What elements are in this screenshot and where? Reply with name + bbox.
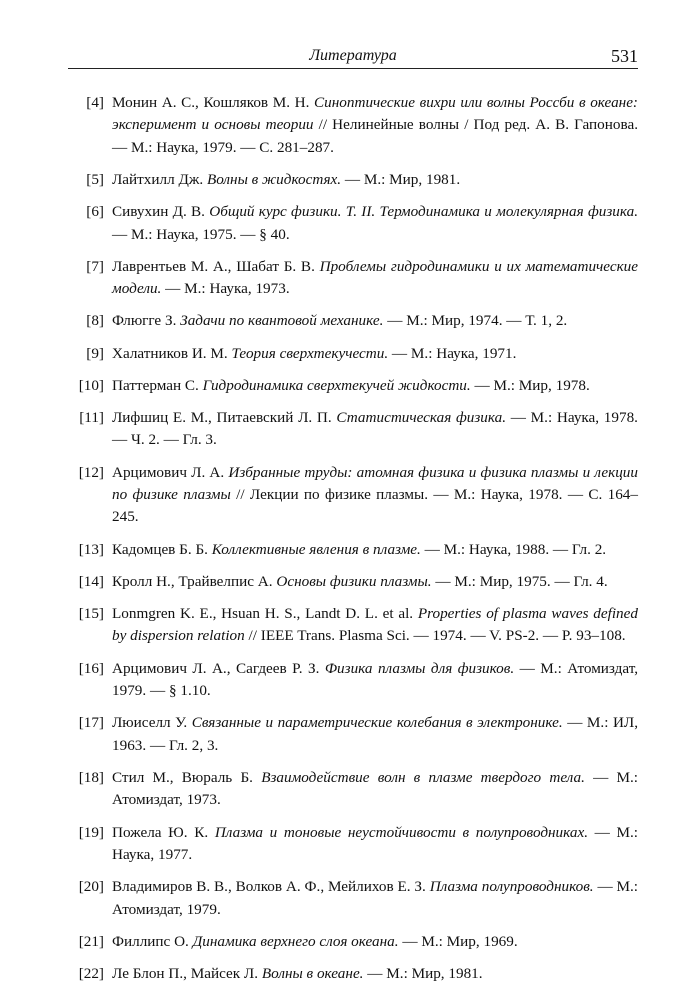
reference-number: [9] (86, 344, 104, 362)
reference-number: [11] (79, 409, 104, 427)
reference-number: [16] (78, 659, 104, 677)
reference-publication: — М.: Наука, 1988. — Гл. 2. (424, 540, 607, 558)
reference-publication: — М.: Атомиздат, 1973. (112, 768, 639, 809)
reference-title: Связанные и параметрические колебания в электронике. (191, 714, 563, 732)
reference-number: [13] (78, 540, 104, 558)
reference-authors: Лайтхилл Дж. (112, 171, 204, 189)
reference-title: Волны в жидкостях. (206, 171, 342, 189)
reference-publication: — М.: Атомиздат, 1979. — § 1.10. (112, 659, 639, 700)
reference-authors: Lonmgren K. E., Hsuan H. S., Landt D. L. et al. (112, 605, 414, 623)
reference-item (76, 767, 638, 812)
reference-title: Теория сверхтекучести. (231, 344, 389, 362)
reference-publication: — М.: Атомиздат, 1979. (112, 878, 639, 918)
reference-publication: — М.: Мир, 1978. (474, 376, 590, 394)
reference-authors: Лаврентьев М. А., Шабат Б. В. (112, 257, 315, 275)
reference-number: [17] (78, 714, 104, 732)
reference-number: [18] (78, 768, 104, 786)
reference-list (76, 92, 638, 995)
reference-title: Плазма полупроводников. (429, 878, 594, 896)
reference-publication: — М.: Мир, 1974. — Т. 1, 2. (387, 312, 568, 330)
reference-title: Гидродинамика сверхтекучей жидкости. (202, 376, 471, 394)
reference-publication: // Лекции по физике плазмы. — М.: Наука, 1978. — С. 164–245. (112, 486, 638, 526)
reference-item (76, 375, 638, 397)
reference-number: [21] (78, 932, 104, 950)
reference-number: [20] (78, 878, 104, 896)
reference-title: Задачи по квантовой механике. (180, 312, 384, 330)
reference-authors: Ле Блон П., Майсек Л. (112, 964, 259, 982)
reference-number: [14] (78, 572, 104, 590)
reference-publication: — М.: ИЛ, 1963. — Гл. 2, 3. (112, 714, 639, 754)
reference-title: Основы физики плазмы. (276, 572, 432, 590)
reference-item (76, 712, 638, 757)
reference-publication: — М.: Наука, 1978. — Ч. 2. — Гл. 3. (112, 409, 638, 449)
reference-authors: Сивухин Д. В. (112, 203, 205, 221)
reference-item (76, 343, 638, 365)
reference-authors: Люиселл У. (112, 714, 188, 732)
reference-authors: Монин А. С., Кошляков М. Н. (112, 94, 310, 111)
reference-item (76, 822, 638, 867)
reference-number: [15] (78, 605, 104, 623)
reference-number: [19] (78, 823, 104, 841)
reference-publication: — М.: Наука, 1973. (165, 280, 290, 298)
reference-title: Коллективные явления в плазме. (211, 540, 421, 558)
reference-authors: Лифшиц Е. М., Питаевский Л. П. (112, 409, 332, 427)
reference-item (76, 201, 638, 246)
reference-title: Плазма и тоновые неустойчивости в полупроводниках. (214, 823, 588, 841)
reference-title: Проблемы гидродинамики и их математические модели. (112, 257, 639, 298)
running-header-title: Литература (309, 47, 397, 64)
reference-authors: Пожела Ю. К. (112, 823, 209, 841)
reference-publication: — М.: Мир, 1981. (367, 964, 483, 982)
reference-publication: // Нелинейные волны / Под ред. А. В. Гапонова. — М.: Наука, 1979. — С. 281–287. (112, 116, 639, 156)
reference-title: Properties of plasma waves defined by dispersion relation (112, 605, 638, 645)
reference-authors: Стил М., Вюраль Б. (112, 768, 253, 786)
reference-item (76, 407, 638, 452)
reference-publication: — М.: Мир, 1981. (344, 171, 461, 189)
reference-number: [12] (78, 463, 104, 481)
reference-title: Взаимодействие волн в плазме твердого тела. (261, 768, 585, 786)
reference-authors: Флюгге З. (112, 312, 177, 330)
reference-publication: // IEEE Trans. Plasma Sci. — 1974. — V. PS-2. — P. 93–108. (248, 627, 626, 645)
reference-publication: — М.: Наука, 1977. (112, 823, 639, 863)
reference-number: [5] (86, 171, 104, 189)
reference-title: Физика плазмы для физиков. (324, 659, 515, 677)
reference-title: Общий курс физики. Т. II. Термодинамика и молекулярная физика. (209, 203, 639, 221)
reference-title: Статистическая физика. (336, 409, 507, 427)
reference-authors: Халатников И. М. (112, 344, 228, 362)
reference-authors: Паттерман С. (112, 376, 199, 394)
reference-item (76, 169, 638, 191)
reference-title: Избранные труды: атомная физика и физика плазмы и лекции по физике плазмы (112, 463, 638, 504)
reference-authors: Арцимович Л. А., Сагдеев Р. З. (112, 659, 320, 677)
reference-item (76, 603, 638, 648)
reference-number: [22] (78, 964, 104, 982)
reference-item (76, 92, 638, 159)
reference-title: Волны в океане. (261, 964, 364, 982)
reference-item (76, 876, 638, 921)
reference-item (76, 931, 638, 953)
reference-title: Синоптические вихри или волны Россби в океане: эксперимент и основы теории (112, 94, 638, 134)
reference-item (76, 658, 638, 703)
reference-item (76, 256, 638, 301)
reference-publication: — М.: Наука, 1975. — § 40. (112, 225, 290, 243)
reference-title: Динамика верхнего слоя океана. (192, 932, 399, 950)
reference-number: [8] (86, 312, 104, 330)
reference-publication: — М.: Мир, 1975. — Гл. 4. (435, 572, 608, 590)
reference-number: [6] (86, 203, 104, 221)
reference-item (76, 571, 638, 593)
reference-authors: Владимиров В. В., Волков А. Ф., Мейлихов Е. З. (112, 878, 426, 896)
reference-authors: Арцимович Л. А. (112, 463, 225, 481)
reference-authors: Филлипс О. (112, 932, 189, 950)
reference-authors: Кадомцев Б. Б. (112, 540, 208, 558)
reference-number: [7] (86, 257, 104, 275)
reference-authors: Кролл Н., Трайвелпис А. (112, 572, 273, 590)
reference-item (76, 310, 638, 332)
reference-publication: — М.: Мир, 1969. (402, 932, 518, 950)
reference-item (76, 963, 638, 985)
reference-number: [10] (78, 376, 104, 394)
reference-item (76, 539, 638, 561)
page-number: 531 (611, 46, 638, 66)
running-header (68, 46, 638, 69)
reference-publication: — М.: Наука, 1971. (391, 344, 517, 362)
reference-number: [4] (86, 94, 104, 111)
reference-item (76, 462, 638, 529)
